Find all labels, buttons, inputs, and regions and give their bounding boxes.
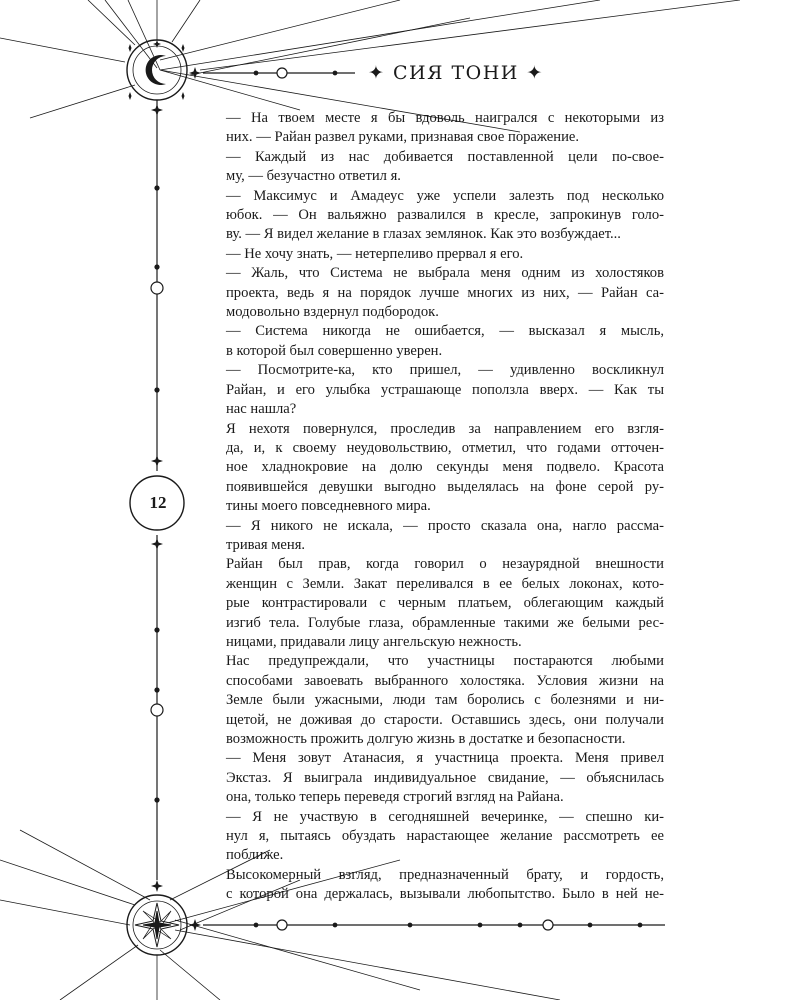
text-line: женщин с Земли. Закат переливался в ее белых локонах, кото-: [226, 575, 664, 592]
text-line: Высокомерный взгляд, предназначенный брату, и гордость,: [226, 866, 664, 883]
text-line: — Жаль, что Система не выбрала меня одним из холостяков: [226, 265, 664, 282]
running-header-title: ✦ СИЯ ТОНИ ✦: [368, 62, 544, 84]
text-line: Райан был прав, когда говорил о незаурядной внешности: [226, 556, 664, 573]
text-line: — Я никого не искала, — просто сказала она, нагло рассма-: [226, 517, 664, 534]
text-line: модовольно вздернул подбородок.: [226, 304, 439, 321]
text-line: способами завоевать выбранного холостяка. Условия жизни на: [226, 672, 664, 689]
text-line: возможность прожить долгую жизнь в достатке и безопасности.: [226, 731, 626, 747]
text-line: Райан, и его улыбка устрашающе поползла вверх. — Как ты: [226, 381, 664, 398]
text-line: — Система никогда не ошибается, — высказал я мысль,: [226, 323, 664, 340]
text-line: — Я не участвую в сегодняшней вечеринке, — спешно ки-: [226, 808, 664, 825]
text-line: ву. — Я видел желание в глазах землянок. Как это возбуждает...: [226, 226, 621, 243]
ornament-ray: [88, 0, 135, 45]
text-line: юбок. — Он вальяжно развалился в кресле, запрокинув голо-: [226, 207, 664, 224]
text-line: поближе.: [226, 847, 284, 864]
text-line: Земле были ужасными, люди там боролись с болезнями и ни-: [226, 692, 664, 709]
text-line: — Посмотрите-ка, кто пришел, — удивленно воскликнул: [226, 362, 664, 379]
text-line: Нас предупреждали, что участницы постараются любыми: [226, 653, 664, 670]
text-line: — На твоем месте я бы вдоволь наигрался с некоторыми из: [226, 110, 664, 126]
text-line: появившейся девушки выгодно выделялась на фоне серой ру-: [226, 478, 664, 495]
text-line: Экстаз. Я выиграла индивидуальное свидание, — объяснилась: [226, 769, 664, 786]
text-line: — Не хочу знать, — нетерпеливо прервал я его.: [226, 245, 524, 262]
text-line: изгиб тела. Голубые глаза, обрамленные такими же белыми рес-: [226, 614, 664, 631]
page-number: 12: [149, 493, 167, 512]
body-text: [206, 109, 664, 905]
text-line: ное хладнокровие на долю секунды меня подвело. Красота: [226, 459, 664, 476]
text-line: она, только теперь переведя строгий взгляд на Райана.: [226, 789, 564, 806]
top-medallion: [127, 40, 187, 100]
text-line: ницами, придавали лицу ангельскую нежность.: [226, 633, 522, 650]
text-line: — Меня зовут Атанасия, я участница проекта. Меня привел: [226, 750, 664, 767]
text-line: них. — Райан развел руками, признавая свое поражение.: [226, 129, 580, 146]
text-line: нул я, пытаясь обуздать нарастающее желание рассмотреть ее: [226, 828, 664, 845]
text-line: тины моего повседневного мира.: [226, 498, 431, 515]
text-line: да, и, к своему неудовольствию, отметил, что годами отточен-: [226, 439, 664, 456]
text-line: с которой она держалась, вызывали любопытство. Было в ней не-: [226, 886, 664, 903]
compass-star-icon: [135, 903, 179, 947]
text-line: нас нашла?: [226, 401, 297, 418]
text-line: щетой, не доживая до старости. Оставшись здесь, они получали: [226, 711, 664, 728]
text-line: в которой был совершенно уверен.: [226, 342, 443, 359]
text-line: — Каждый из нас добивается поставленной цели по-свое-: [226, 148, 664, 165]
text-line: — Максимус и Амадеус уже успели залезть под несколько: [226, 187, 664, 204]
text-line: тривая меня.: [226, 536, 306, 553]
text-line: проекта, ведь я на порядок лучше многих из них, — Райан са-: [226, 284, 664, 301]
text-line: му, — безучастно ответил я.: [226, 168, 401, 185]
text-line: рые контрастировали с черным платьем, облегающим каждый: [226, 595, 664, 612]
text-line: Я нехотя повернулся, проследив за направлением его взгля-: [226, 420, 664, 437]
